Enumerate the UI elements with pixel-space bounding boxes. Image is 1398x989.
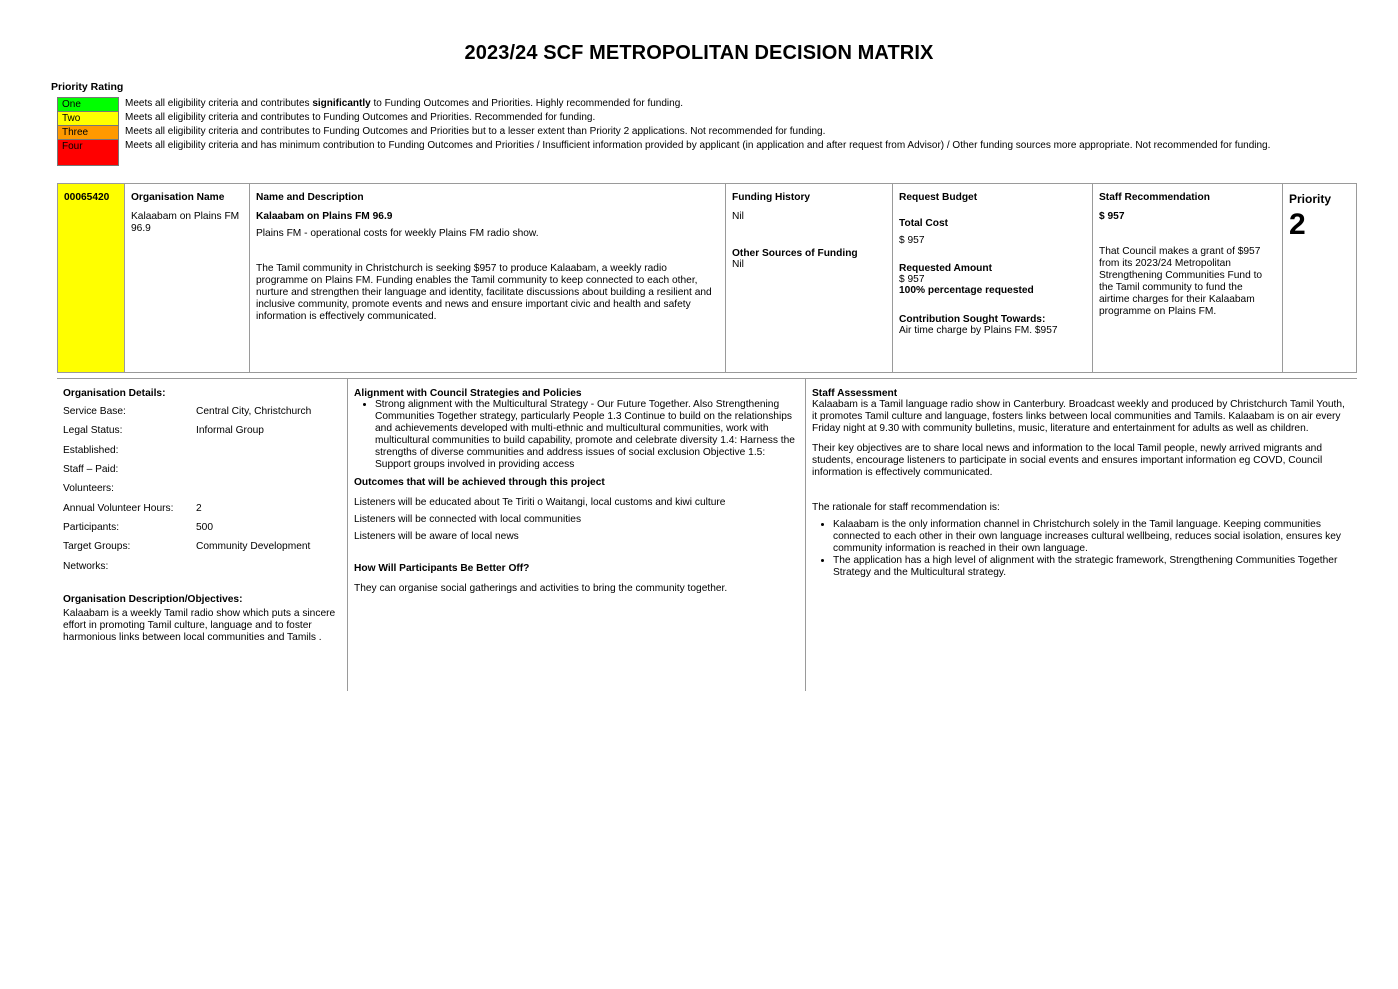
field-staff-paid: Staff – Paid:	[63, 464, 119, 476]
staff-assessment-heading: Staff Assessment	[812, 388, 898, 399]
priority-legend	[57, 97, 1317, 166]
organisation-name-cell	[125, 184, 250, 372]
alignment-column	[348, 379, 806, 691]
funding-history-header: Funding History	[732, 192, 811, 203]
total-cost-label: Total Cost	[899, 218, 949, 229]
description-cell	[250, 184, 726, 372]
requested-amount: $ 957	[899, 274, 925, 285]
field-service-base: Service Base: Central City, Christchurch	[63, 406, 312, 418]
priority-cell	[1283, 184, 1356, 372]
percentage-requested: 100% percentage requested	[899, 285, 1034, 296]
alignment-heading: Alignment with Council Strategies and Policies	[354, 388, 582, 399]
details-section	[57, 378, 1357, 691]
description-long: The Tamil community in Christchurch is seeking $957 to produce Kalaabam, a weekly radio programme on Plains FM. Funding enables the Tamil community to keep connected to each other, nurture and strengthen their language and identity, facilitate discussions about building a resilient and inclusive community, promote events and news and ensure important civic and health and safety information is effectively communicated.	[256, 263, 712, 322]
description-short: Plains FM - operational costs for weekly Plains FM radio show.	[256, 228, 539, 239]
funding-history: Nil	[732, 211, 744, 222]
staff-assessment-paragraph: Kalaabam is a Tamil language radio show in Canterbury. Broadcast weekly and produced by Christchurch Tamil Youth, it promotes Tamil culture and language, fosters links between local communities and Tamils. Kalaabam is on air every Friday night at 9.30 with community bulletins, music, literature and entertainment for adults as well as children.	[812, 399, 1345, 434]
staff-recommendation-cell	[1093, 184, 1283, 372]
legend-text-three: Meets all eligibility criteria and contributes to Funding Outcomes and Priorities but to a lesser extent than Priority 2 applications. Not recommended for funding.	[125, 126, 826, 137]
field-legal-status: Legal Status: Informal Group	[63, 425, 264, 437]
field-target-groups: Target Groups: Community Development	[63, 541, 311, 553]
field-established: Established:	[63, 444, 119, 456]
organisation-description-heading: Organisation Description/Objectives:	[63, 593, 243, 605]
legend-row-three	[57, 125, 1317, 139]
requested-amount-label: Requested Amount	[899, 263, 993, 274]
request-budget-header: Request Budget	[899, 192, 978, 203]
legend-row-one	[57, 97, 1317, 111]
priority-swatch-four: Four	[57, 139, 119, 166]
organisation-details-column	[57, 379, 348, 691]
outcome-item: Listeners will be connected with local communities	[354, 514, 582, 525]
legend-text-four: Meets all eligibility criteria and has minimum contribution to Funding Outcomes and Priorities / Insufficient information provided by applicant (in application and after request from Advisor) / Other funding sources more appropriate. Not recommended for funding.	[125, 140, 1271, 151]
rationale-bullet: • Kalaabam is the only information channel in Christchurch solely in the Tamil language. Keeping communities connected to each other in their own language increases cultural wellbeing, reduces social isolation, ensures key community information is reached in their own language.	[833, 519, 1351, 555]
organisation-name-header: Organisation Name	[131, 192, 225, 203]
page-title: 2023/24 SCF METROPOLITAN DECISION MATRIX	[464, 42, 934, 64]
contribution-label: Contribution Sought Towards:	[899, 314, 1046, 325]
legend-row-two	[57, 111, 1317, 125]
organisation-description: Kalaabam is a weekly Tamil radio show which puts a sincere effort in promoting Tamil culture, language and to foster harmonious links between local communities and Tamils .	[63, 607, 336, 643]
description-title: Kalaabam on Plains FM 96.9	[256, 211, 393, 222]
legend-text-two: Meets all eligibility criteria and contributes to Funding Outcomes and Priorities. Recommended for funding.	[125, 112, 596, 123]
application-id: 00065420	[58, 184, 125, 372]
priority-value: 2	[1289, 208, 1306, 241]
outcomes-heading: Outcomes that will be achieved through this project	[354, 477, 605, 488]
organisation-name: Kalaabam on Plains FM 96.9	[131, 211, 240, 234]
priority-swatch-two: Two	[57, 111, 119, 125]
staff-assessment-column	[806, 379, 1357, 691]
staff-recommendation-amount: $ 957	[1099, 211, 1125, 222]
better-off-text: They can organise social gatherings and activities to bring the community together.	[354, 583, 728, 594]
staff-recommendation-text: That Council makes a grant of $957 from its 2023/24 Metropolitan Strengthening Communities Fund to the Tamil community to fund the airtime charges for their Kalaabam programme on Plains FM.	[1099, 246, 1263, 317]
priority-rating-heading: Priority Rating	[51, 81, 124, 93]
rationale-list	[812, 519, 1351, 579]
request-budget-cell	[893, 184, 1093, 372]
organisation-fields	[63, 402, 341, 576]
field-volunteer-hours: Annual Volunteer Hours: 2	[63, 502, 202, 514]
better-off-heading: How Will Participants Be Better Off?	[354, 563, 530, 574]
description-header: Name and Description	[256, 192, 364, 203]
alignment-list	[354, 399, 799, 471]
rationale-bullet: • The application has a high level of alignment with the strategic framework, Strengthening Communities Together Strategy and the Multicultural strategy.	[833, 555, 1351, 579]
staff-assessment-paragraph: Their key objectives are to share local news and information to the local Tamil people, newly arrived migrants and students, encourage listeners to participate in social events and ensures important information eg COVD, Council information is effectively communicated.	[812, 443, 1323, 478]
priority-swatch-three: Three	[57, 125, 119, 139]
funding-cell	[726, 184, 893, 372]
other-sources: Nil	[732, 259, 744, 270]
organisation-details-heading: Organisation Details:	[63, 388, 166, 399]
field-networks: Networks:	[63, 560, 109, 572]
field-participants: Participants: 500	[63, 521, 213, 533]
outcome-item: Listeners will be educated about Te Tiriti o Waitangi, local customs and kiwi culture	[354, 497, 726, 508]
staff-recommendation-header: Staff Recommendation	[1099, 192, 1210, 203]
field-volunteers: Volunteers:	[63, 483, 114, 495]
legend-row-four	[57, 139, 1317, 166]
outcome-item: Listeners will be aware of local news	[354, 531, 519, 542]
contribution-text: Air time charge by Plains FM. $957	[899, 325, 1058, 336]
other-sources-header: Other Sources of Funding	[732, 248, 858, 259]
priority-swatch-one: One	[57, 97, 119, 111]
priority-header: Priority	[1289, 192, 1332, 206]
total-cost: $ 957	[899, 235, 925, 246]
alignment-bullet: • Strong alignment with the Multicultural Strategy - Our Future Together. Also Strengthening Communities Together strategy, particularly People 1.3 Continue to build on the relationships and achievements developed with multi-ethnic and multicultural communities, work with multicultural communities to build capability, promote and celebrate diversity 1.4: Harness the strengths of diverse communities and address issues of social exclusion Objective 1.5: Support groups involved in providing access	[375, 399, 799, 471]
application-record	[57, 183, 1357, 373]
rationale-heading: The rationale for staff recommendation is:	[812, 502, 1000, 513]
legend-text-one: Meets all eligibility criteria and contributes significantly to Funding Outcomes and Priorities. Highly recommended for funding.	[125, 98, 684, 109]
